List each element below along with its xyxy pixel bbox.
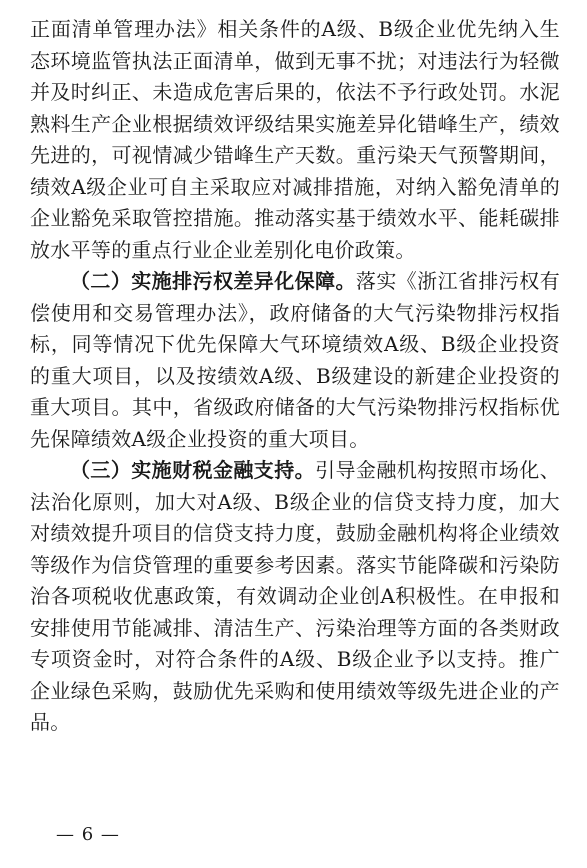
paragraph-text: 落实《浙江省排污权有偿使用和交易管理办法》，政府储备的大气污染物排污权指标，同等情况下优先保障大气环境绩效A级、B级企业投资的重大项目，以及按绩效A级、B级建设的新建企业投资的重大项目。其中，省级政府储备的大气污染物排污权指标优先保障绩效A级企业投资的重大项目。 (30, 269, 561, 451)
paragraph-text: 正面清单管理办法》相关条件的A级、B级企业优先纳入生态环境监管执法正面清单，做到无事不扰；对违法行为轻微并及时纠正、未造成危害后果的，依法不予行政处罚。水泥熟料生产企业根据绩效评级结果实施差异化错峰生产，绩效先进的，可视情减少错峰生产天数。重污染天气预警期间，绩效A级企业可自主采取应对减排措施，对纳入豁免清单的企业豁免采取管控措施。推动落实基于绩效水平、能耗碳排放水平等的重点行业企业差别化电价政策。 (30, 17, 560, 262)
section-heading: （三）实施财税金融支持。 (70, 458, 316, 482)
paragraph-text: 引导金融机构按照市场化、法治化原则，加大对A级、B级企业的信贷支持力度，加大对绩效提升项目的信贷支持力度，鼓励金融机构将企业绩效等级作为信贷管理的重要参考因素。落实节能降碳和污染防治各项税收优惠政策，有效调动企业创A积极性。在申报和安排使用节能减排、清洁生产、污染治理等方面的各类财政专项资金时，对符合条件的A级、B级企业予以支持。推广企业绿色采购，鼓励优先采购和使用绩效等级先进企业的产品。 (30, 458, 560, 734)
paragraph-fiscal-support (30, 455, 560, 739)
paragraph-emission-rights (30, 266, 560, 455)
paragraph-continuation (30, 14, 560, 266)
section-heading: （二）实施排污权差异化保障。 (70, 269, 356, 293)
page-number: — 6 — (56, 824, 120, 845)
document-body (30, 14, 560, 739)
